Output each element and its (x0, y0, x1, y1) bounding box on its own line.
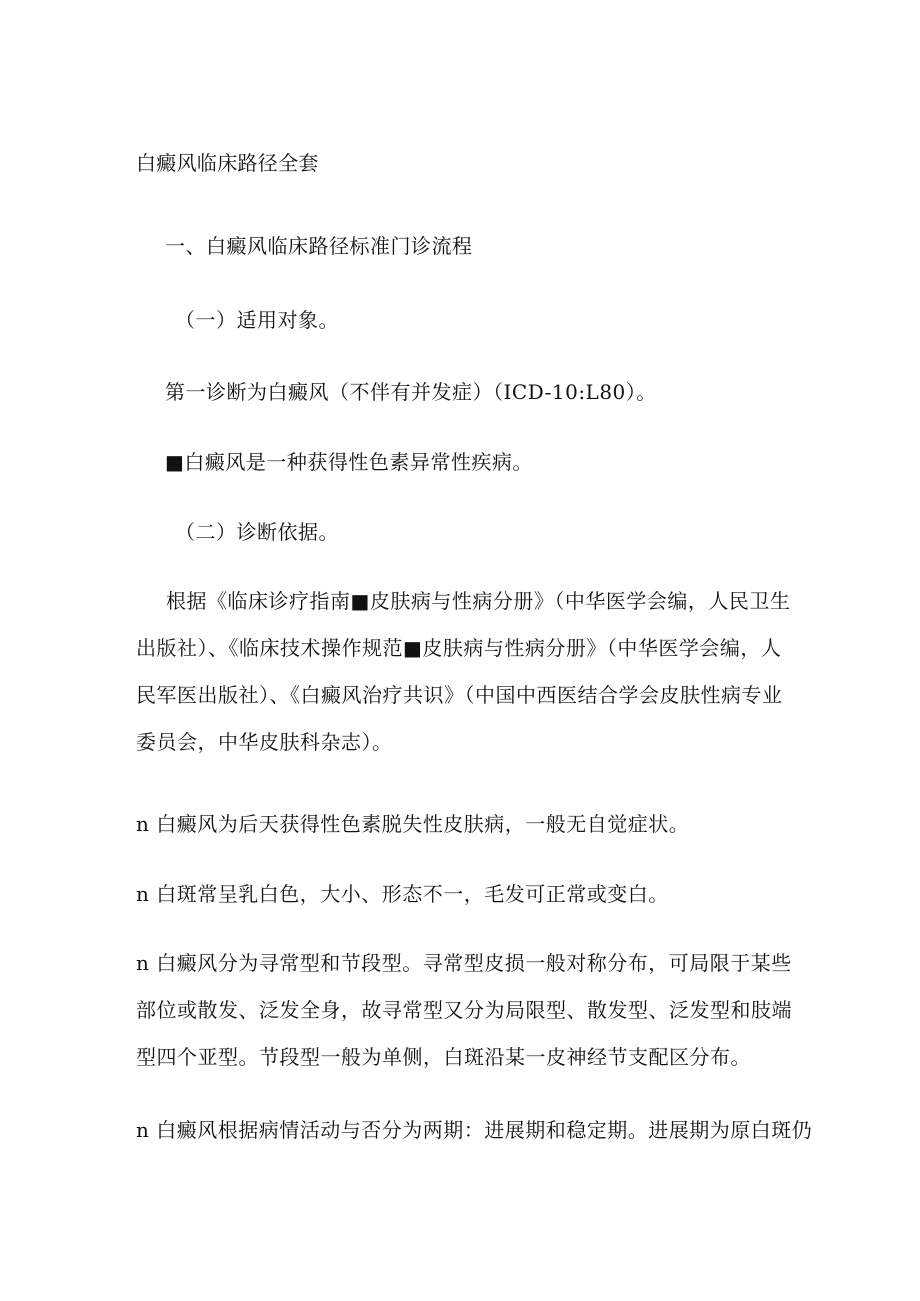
subsection-heading-applicable-objects: （一）适用对象。 (175, 308, 339, 332)
bullet-item: n 白斑常呈乳白色，大小、形态不一，毛发可正常或变白。 (136, 882, 669, 906)
section-heading-1: 一、白癜风临床路径标准门诊流程 (165, 234, 473, 258)
document-title: 白癜风临床路径全套 (136, 151, 319, 175)
subsection-heading-diagnosis-basis: （二）诊断依据。 (175, 520, 339, 544)
diagnosis-line: 第一诊断为白癜风（不伴有并发症）（ICD-10:L80）。 (165, 380, 657, 404)
bullet-item: n 白癜风根据病情活动与否分为两期：进展期和稳定期。进展期为原白斑仍 (136, 1118, 813, 1142)
diagnosis-basis-paragraph: 根据《临床诊疗指南■皮肤病与性病分册》（中华医学会编，人民卫生出版社）、《临床技术操作规范■皮肤病与性病分册》（中华医学会编，人民军医出版社）、《白癜风治疗共识》（中国中西医结合学会皮肤性病专业委员会，中华皮肤科杂志）。 (136, 589, 791, 754)
bullet-item: n 白癜风为后天获得性色素脱失性皮肤病，一般无自觉症状。 (136, 812, 690, 836)
bullet-item: n 白癜风分为寻常型和节段型。寻常型皮损一般对称分布，可局限于某些部位或散发、泛发全身，故寻常型又分为局限型、散发型、泛发型和肢端型四个亚型。节段型一般为单侧，白斑沿某一皮神经节支配区分布。 (136, 951, 792, 1069)
definition-line: ■白癜风是一种获得性色素异常性疾病。 (165, 450, 533, 474)
